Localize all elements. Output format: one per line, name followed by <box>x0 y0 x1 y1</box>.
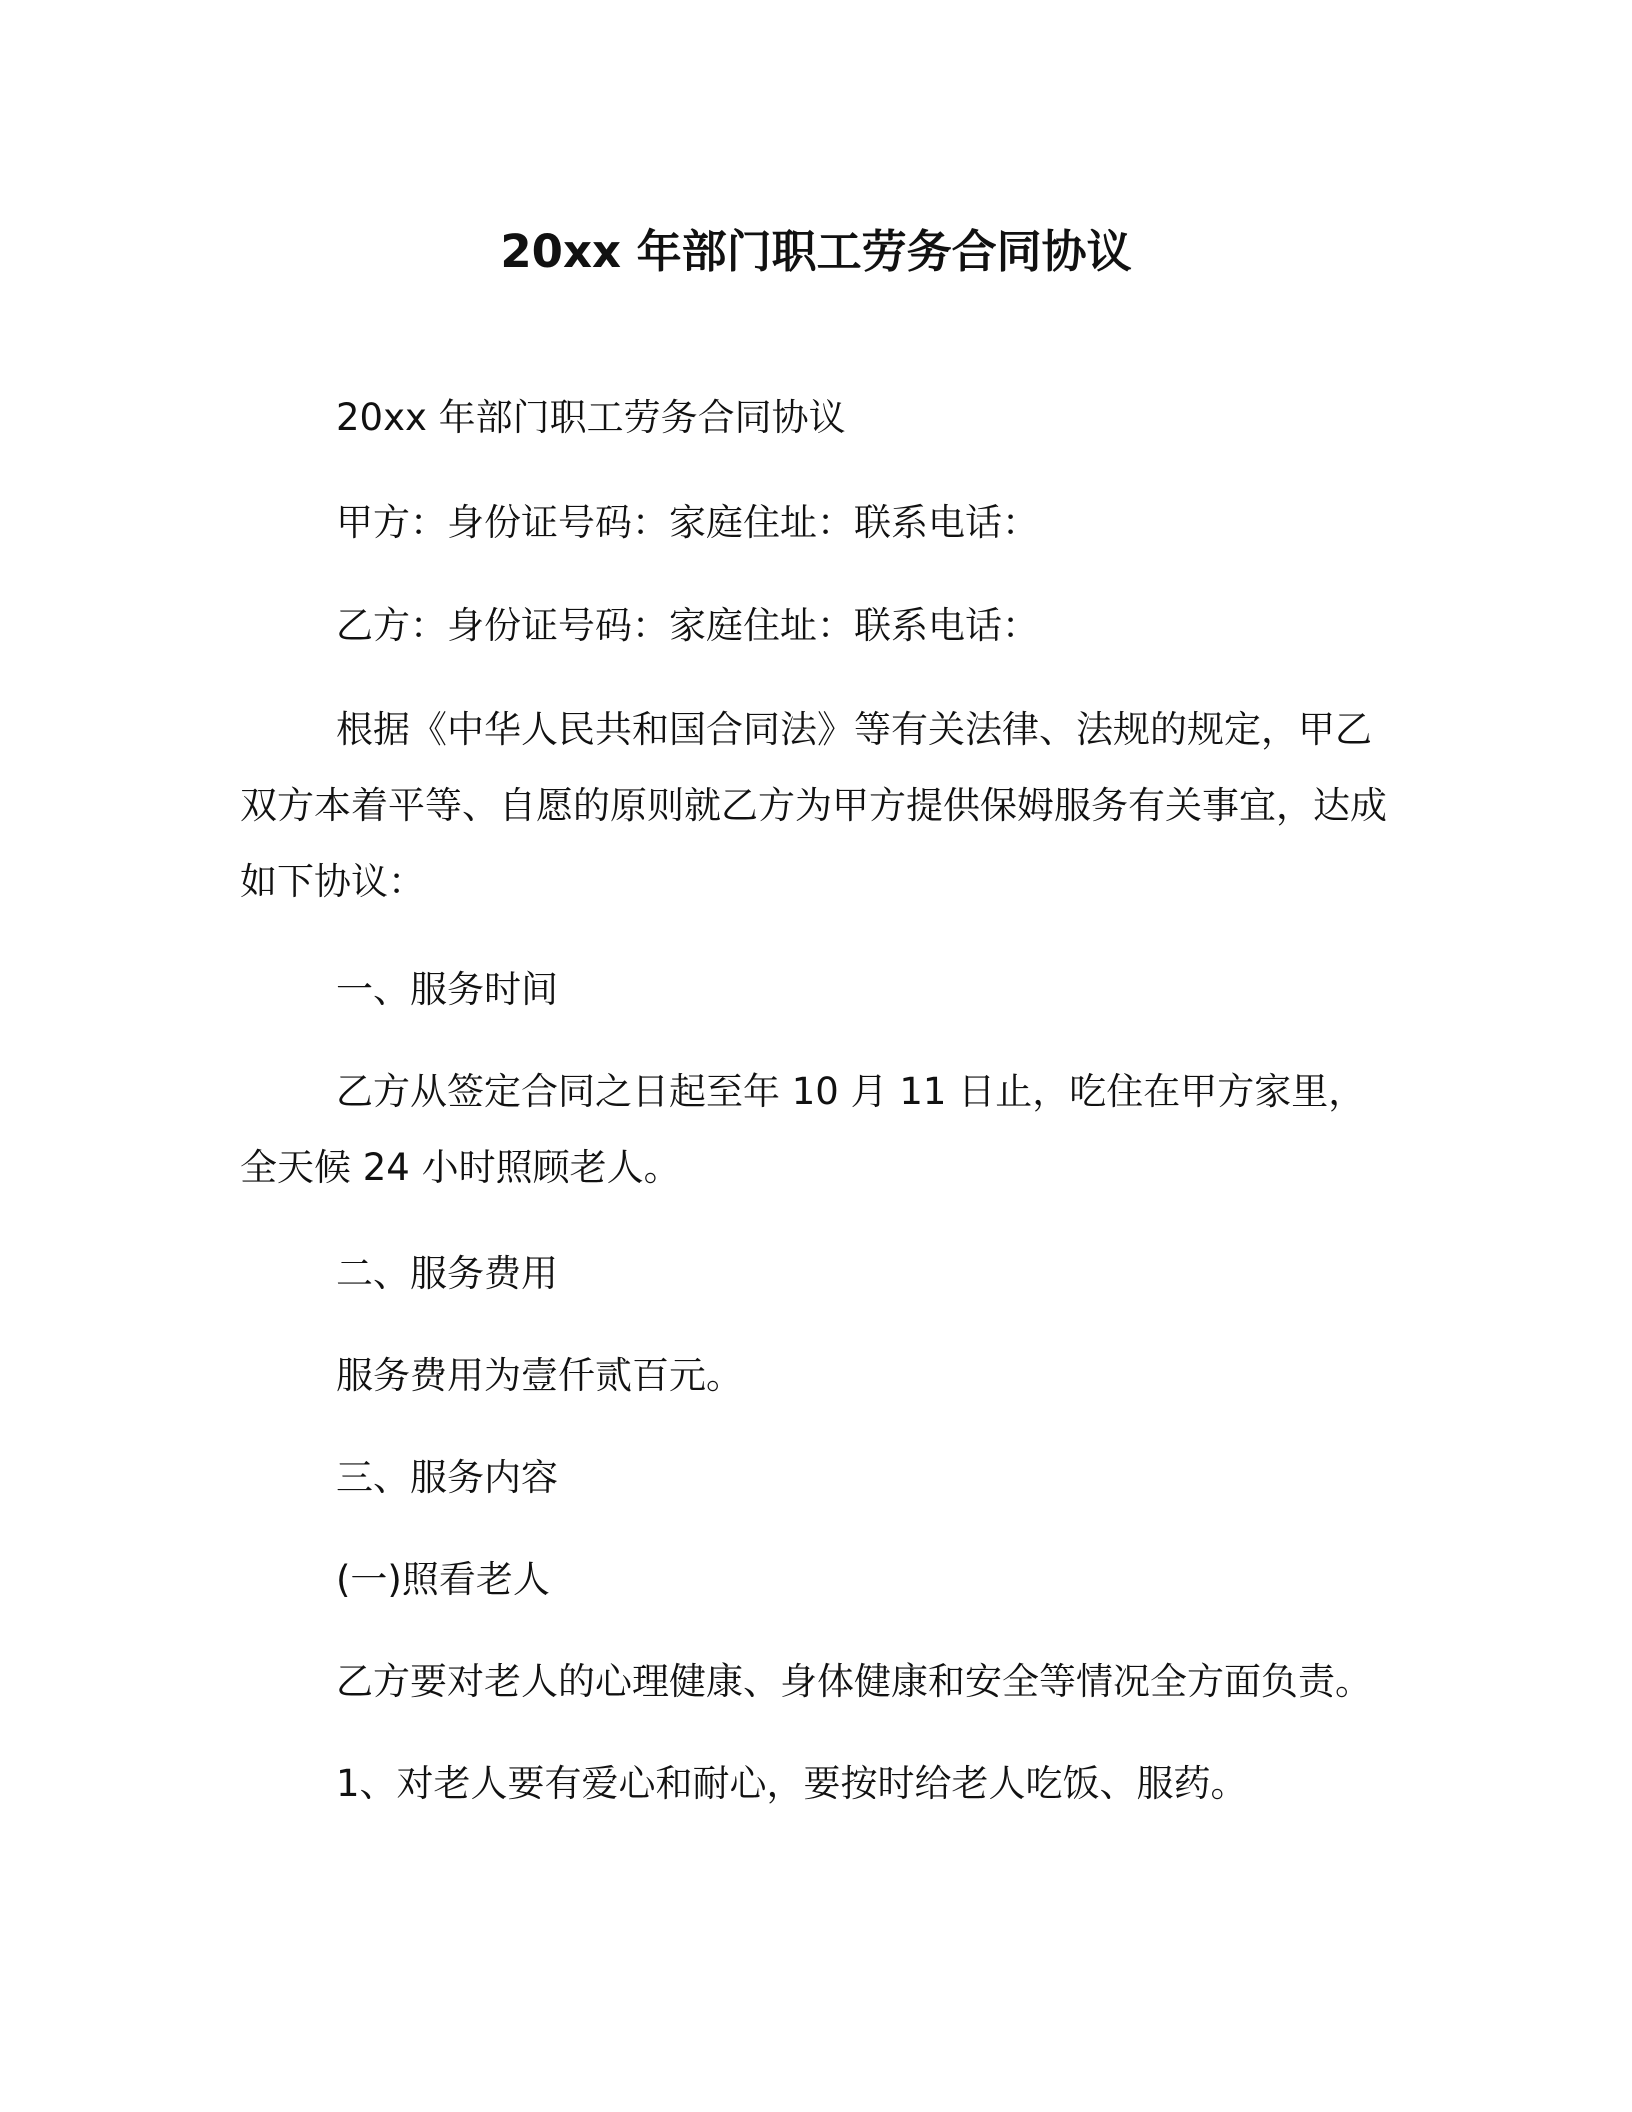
section-heading-service-fee: 二、服务费用 <box>336 1252 558 1295</box>
section-heading-service-time: 一、服务时间 <box>336 968 558 1011</box>
paragraph-party-b: 乙方：身份证号码：家庭住址：联系电话： <box>336 604 1039 647</box>
paragraph-preamble: 根据《中华人民共和国合同法》等有关法律、法规的规定，甲乙双方本着平等、自愿的原则就乙方为甲方提供保姆服务有关事宜，达成如下协议： <box>240 708 1387 903</box>
paragraph-party-a: 甲方：身份证号码：家庭住址：联系电话： <box>336 501 1039 544</box>
subsection-heading-elder-care: (一)照看老人 <box>336 1558 550 1601</box>
paragraph-service-time: 乙方从签定合同之日起至年 10 月 11 日止，吃住在甲方家里，全天候 24 小时照顾老人。 <box>240 1070 1366 1189</box>
section-heading-service-content: 三、服务内容 <box>336 1456 558 1499</box>
document-title: 20xx 年部门职工劳务合同协议 <box>500 225 1132 278</box>
paragraph-subtitle: 20xx 年部门职工劳务合同协议 <box>336 396 846 439</box>
paragraph-service-fee: 服务费用为壹仟贰百元。 <box>336 1354 743 1397</box>
paragraph-elder-responsibility: 乙方要对老人的心理健康、身体健康和安全等情况全方面负责。 <box>336 1660 1372 1703</box>
list-item-1: 1、对老人要有爱心和耐心，要按时给老人吃饭、服药。 <box>336 1762 1248 1805</box>
